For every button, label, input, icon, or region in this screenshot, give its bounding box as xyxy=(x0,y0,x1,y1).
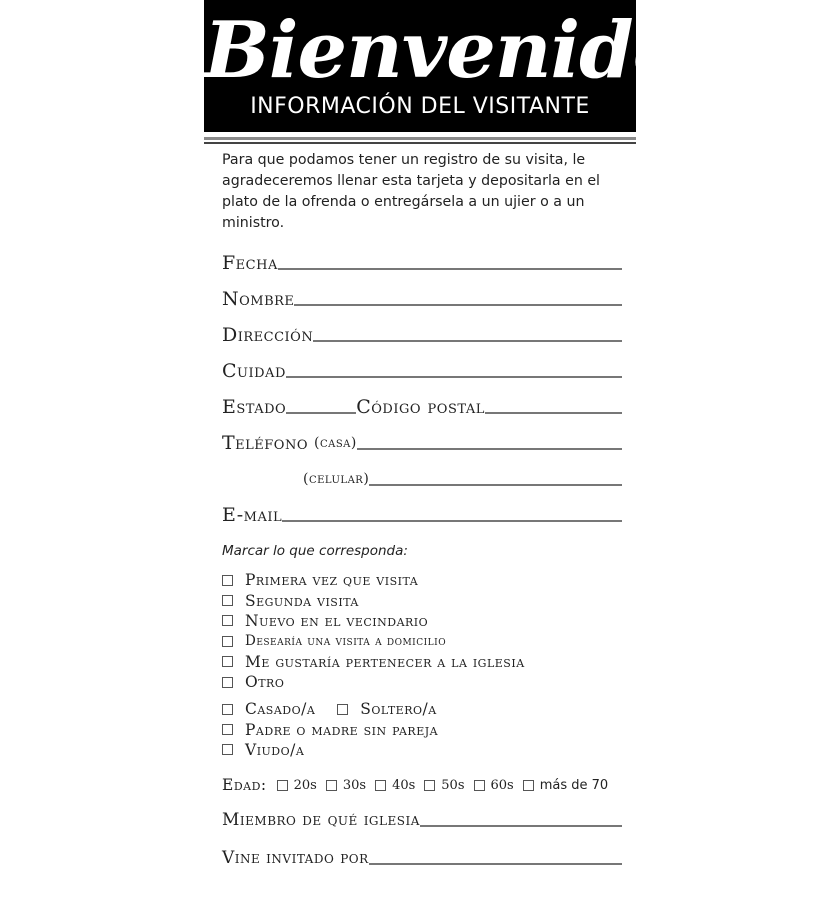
status-options xyxy=(222,699,438,760)
age-label: Edad: xyxy=(222,776,267,794)
checkbox[interactable] xyxy=(375,780,386,791)
direccion-label: Dirección xyxy=(222,324,314,346)
option-soltero[interactable]: Soltero/a xyxy=(337,699,436,719)
ciudad-field[interactable] xyxy=(222,356,622,382)
direccion-input-line[interactable] xyxy=(313,340,622,342)
divider xyxy=(204,137,636,140)
instruction-note: Marcar lo que corresponda: xyxy=(222,543,408,559)
email-field[interactable] xyxy=(222,500,622,526)
option-viudo[interactable]: Viudo/a xyxy=(222,740,438,760)
visitor-card xyxy=(204,0,684,900)
age-row xyxy=(222,774,617,796)
estado-input-line[interactable] xyxy=(286,412,356,414)
email-input-line[interactable] xyxy=(282,520,622,522)
nombre-input-line[interactable] xyxy=(294,304,622,306)
checkbox[interactable] xyxy=(474,780,485,791)
telefono-casa-field[interactable] xyxy=(222,428,622,454)
miembro-field[interactable] xyxy=(222,805,622,831)
checkbox[interactable] xyxy=(222,575,233,586)
telefono-label: Teléfono xyxy=(222,432,308,454)
estado-label: Estado xyxy=(222,396,287,418)
divider xyxy=(204,142,636,144)
checkbox[interactable] xyxy=(222,704,233,715)
checkbox[interactable] xyxy=(222,724,233,735)
checkbox[interactable] xyxy=(337,704,348,715)
casa-label: (casa) xyxy=(314,435,357,451)
checkbox[interactable] xyxy=(222,636,233,647)
codigo-postal-input-line[interactable] xyxy=(485,412,622,414)
miembro-input-line[interactable] xyxy=(420,825,622,827)
direccion-field[interactable] xyxy=(222,320,622,346)
age-option-30s[interactable]: 30s xyxy=(326,778,366,793)
option-nuevo-vecindario[interactable]: Nuevo en el vecindario xyxy=(222,611,525,631)
invitado-label: Vine invitado por xyxy=(222,848,369,868)
codigo-postal-label: Código postal xyxy=(356,396,485,418)
nombre-label: Nombre xyxy=(222,288,295,310)
telefono-casa-input-line[interactable] xyxy=(357,448,622,450)
checkbox[interactable] xyxy=(222,656,233,667)
celular-input-line[interactable] xyxy=(369,484,622,486)
checkbox[interactable] xyxy=(277,780,288,791)
option-segunda-visita[interactable]: Segunda visita xyxy=(222,590,525,610)
fecha-label: Fecha xyxy=(222,252,278,274)
age-option-40s[interactable]: 40s xyxy=(375,778,415,793)
option-casado[interactable]: Casado/a xyxy=(222,699,315,719)
age-option-50s[interactable]: 50s xyxy=(424,778,464,793)
ciudad-label: Cuidad xyxy=(222,360,286,382)
invitado-field[interactable] xyxy=(222,843,622,869)
checkbox[interactable] xyxy=(424,780,435,791)
fecha-field[interactable] xyxy=(222,248,622,274)
subtitle: INFORMACIÓN DEL VISITANTE xyxy=(250,94,590,119)
header-banner xyxy=(204,0,684,132)
nombre-field[interactable] xyxy=(222,284,622,310)
intro-text: Para que podamos tener un registro de su visita, le agradeceremos llenar esta tarjeta y depositarla en el plato de la ofrenda o entregársela a un ujier o a un ministro. xyxy=(222,152,600,231)
option-pertenecer-iglesia[interactable]: Me gustaría pertenecer a la iglesia xyxy=(222,652,525,672)
title: Bienvenido xyxy=(204,5,684,96)
age-option-20s[interactable]: 20s xyxy=(277,778,317,793)
celular-label: (celular) xyxy=(303,471,370,487)
fecha-input-line[interactable] xyxy=(278,268,622,270)
checkbox[interactable] xyxy=(222,677,233,688)
age-option-70plus[interactable]: más de 70 xyxy=(523,778,608,793)
option-padre-madre[interactable]: Padre o madre sin pareja xyxy=(222,719,438,739)
checkbox[interactable] xyxy=(326,780,337,791)
email-label: E-mail xyxy=(222,504,283,526)
checkbox[interactable] xyxy=(222,744,233,755)
estado-field[interactable] xyxy=(222,392,622,418)
option-primera-vez[interactable]: Primera vez que visita xyxy=(222,570,525,590)
option-visita-domicilio[interactable]: Desearía una visita a domicilio xyxy=(222,631,525,651)
checkbox[interactable] xyxy=(523,780,534,791)
invitado-input-line[interactable] xyxy=(369,863,622,865)
checkbox[interactable] xyxy=(222,615,233,626)
ciudad-input-line[interactable] xyxy=(286,376,622,378)
miembro-label: Miembro de qué iglesia xyxy=(222,810,420,830)
option-otro[interactable]: Otro xyxy=(222,672,525,692)
checkbox[interactable] xyxy=(222,595,233,606)
visit-options xyxy=(222,570,525,692)
age-option-60s[interactable]: 60s xyxy=(474,778,514,793)
telefono-celular-field[interactable] xyxy=(303,464,622,490)
